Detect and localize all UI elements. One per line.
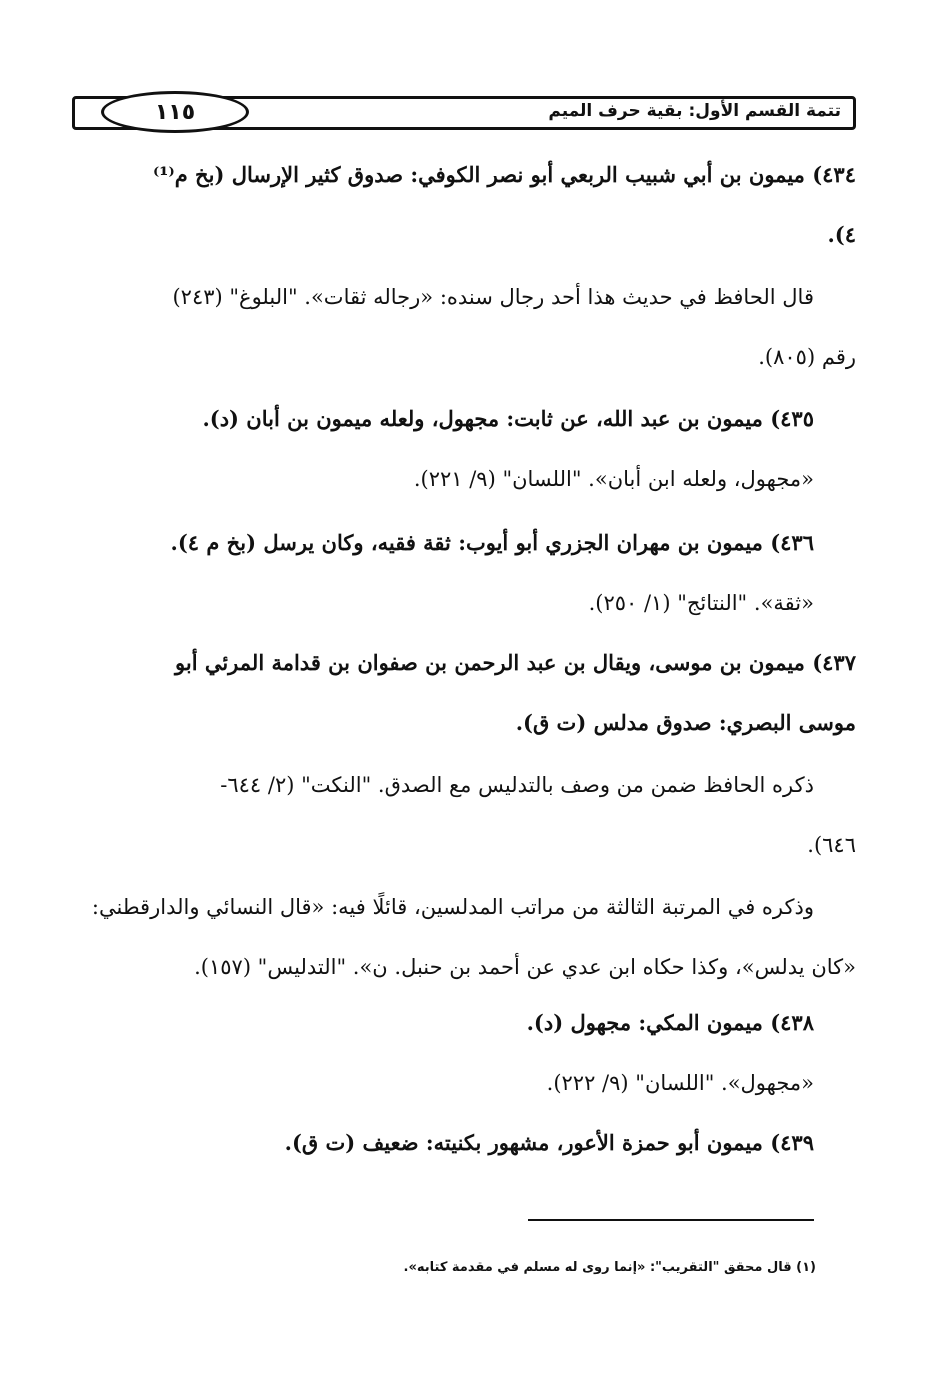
- commentary-437-line-3: وذكره في المرتبة الثالثة من مراتب المدلسين، قائلًا فيه: «قال النسائي والدارقطني:: [91, 895, 814, 919]
- commentary-437-line-2: ٦٤٦).: [807, 833, 856, 857]
- entry-435: ٤٣٥) ميمون بن عبد الله، عن ثابت: مجهول، ولعله ميمون بن أبان (د).: [202, 406, 814, 431]
- header-title: تتمة القسم الأول: بقية حرف الميم: [548, 101, 841, 121]
- entry-437-line-2: موسى البصري: صدوق مدلس (ت ق).: [515, 710, 856, 735]
- entry-434-line-1: ٤٣٤) ميمون بن أبي شبيب الربعي أبو نصر الكوفي: صدوق كثير الإرسال (بخ م⁽¹⁾: [153, 162, 856, 187]
- commentary-435: «مجهول، ولعله ابن أبان». "اللسان" (٩/ ٢٢١).: [413, 467, 814, 491]
- footnote-divider: [528, 1219, 814, 1221]
- entry-438: ٤٣٨) ميمون المكي: مجهول (د).: [526, 1010, 814, 1035]
- commentary-437-line-4: «كان يدلس»، وكذا حكاه ابن عدي عن أحمد بن حنبل. ن». "التدليس" (١٥٧).: [194, 955, 856, 979]
- entry-439: ٤٣٩) ميمون أبو حمزة الأعور، مشهور بكنيته: ضعيف (ت ق).: [284, 1130, 814, 1155]
- entry-436: ٤٣٦) ميمون بن مهران الجزري أبو أيوب: ثقة فقيه، وكان يرسل (بخ م ٤).: [170, 530, 814, 555]
- commentary-434-line-2: رقم (٨٠٥).: [758, 345, 856, 369]
- entry-434-line-2: ٤).: [827, 222, 856, 247]
- commentary-436: «ثقة». "النتائج" (١/ ٢٥٠).: [588, 591, 814, 615]
- commentary-438: «مجهول». "اللسان" (٩/ ٢٢٢).: [546, 1071, 814, 1095]
- commentary-437-line-1: ذكره الحافظ ضمن من وصف بالتدليس مع الصدق. "النكت" (٢/ ٦٤٤-: [220, 773, 814, 797]
- entry-437-line-1: ٤٣٧) ميمون بن موسى، ويقال بن عبد الرحمن بن صفوان بن قدامة المرئي أبو: [175, 650, 856, 675]
- commentary-434-line-1: قال الحافظ في حديث هذا أحد رجال سنده: «رجاله ثقات». "البلوغ" (٢٤٣): [172, 285, 814, 309]
- page-number: ١١٥: [101, 91, 249, 133]
- page-header: [72, 96, 856, 130]
- footnote: (١) قال محقق "التقريب": «إنما روى له مسلم في مقدمة كتابه».: [403, 1260, 816, 1275]
